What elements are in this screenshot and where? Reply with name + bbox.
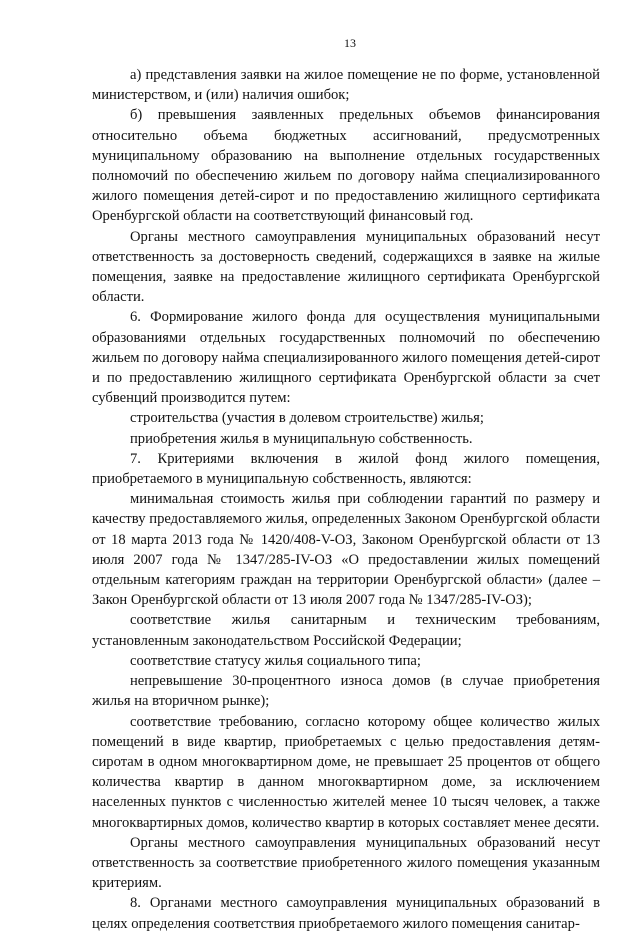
paragraph-criterion-sanitary: соответствие жилья санитарным и техническим требованиям, установленным законодательством Российской Федерации; [92,612,600,649]
paragraph-section-6: 6. Формирование жилого фонда для осуществления муниципальными образованиями отдельных государственных полномочий по обеспечению жильем по договору найма специализированного жилого помещения детей-сирот и по предоставлению жилищного сертификата Оренбургской области за счет субвенций производится путем: [92,309,600,407]
paragraph-section-7: 7. Критериями включения в жилой фонд жилого помещения, приобретаемого в муниципальную собственность, являются: [92,450,600,488]
paragraph-item-a: а) представления заявки на жилое помещение не по форме, установленной министерством, и (или) наличия ошибок; [92,67,600,104]
paragraph-acquisition: приобретения жилья в муниципальную собственность. [130,430,473,447]
paragraph-responsibility-info: Органы местного самоуправления муниципальных образований несут ответственность за достоверность сведений, содержащихся в заявке на жилые помещения, заявке на предоставление жилищного сертификата Оренбургской области. [92,228,600,306]
paragraph-responsibility-criteria: Органы местного самоуправления муниципальных образований несут ответственность за соответствие приобретенного жилого помещения указанным критериям. [92,834,600,892]
paragraph-item-b: б) превышения заявленных предельных объемов финансирования относительно объема бюджетных ассигнований, предусмотренных муниципальному образованию на выполнение отдельных государственных полномочий по обеспечению жильем по договору найма специализированного жилого помещения детей-сирот и по предоставлению жилищного сертификата Оренбургской области на соответствующий финансовый год. [92,107,600,225]
page-number: 13 [344,36,356,50]
paragraph-criterion-social: соответствие статусу жилья социального типа; [130,652,421,669]
paragraph-construction: строительства (участия в долевом строительстве) жилья; [130,410,484,427]
paragraph-section-8: 8. Органами местного самоуправления муниципальных образований в целях определения соответствия приобретаемого жилого помещения санитар- [92,895,600,932]
paragraph-criterion-wear: непревышение 30-процентного износа домов (в случае приобретения жилья на вторичном рынке); [92,673,600,710]
paragraph-criterion-cost: минимальная стоимость жилья при соблюдении гарантий по размеру и качеству предоставляемого жилья, определенных Законом Оренбургской области от 18 марта 2013 года № 1420/408-V-ОЗ, Законом Оренбургской области от 13 июля 2007 года № 1347/285-IV-ОЗ «О предоставлении жилых помещений отдельным категориям граждан на территории Оренбургской области» (далее – Закон Оренбургской области от 13 июля 2007 года № 1347/285-IV-ОЗ); [92,491,600,609]
paragraph-criterion-quota: соответствие требованию, согласно которому общее количество жилых помещений в виде квартир, приобретаемых с целью предоставления детям-сиротам в одном многоквартирном доме, не превышает 25 процентов от общего количества квартир в данном многоквартирном доме, за исключением населенных пунктов с численностью жителей менее 10 тысяч человек, а также многоквартирных домов, количество квартир в которых составляет менее десяти. [92,713,600,831]
